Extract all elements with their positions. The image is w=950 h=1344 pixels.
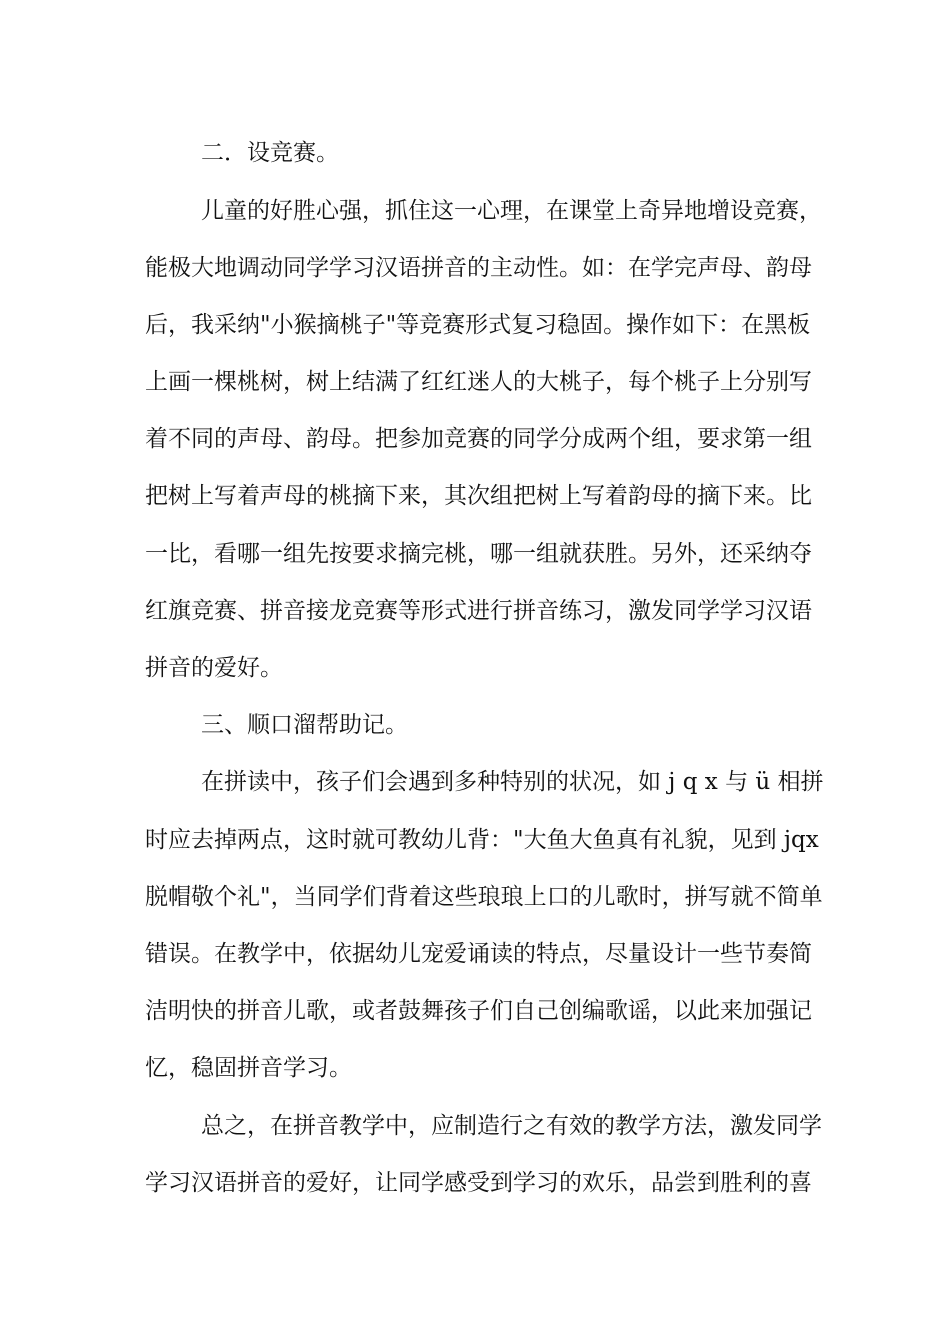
paragraph-line: 拼音的爱好。 — [145, 655, 283, 681]
section-heading-rhymes: 三、顺口溜帮助记。 — [201, 712, 408, 738]
paragraph-line: 上画一棵桃树，树上结满了红红迷人的大桃子，每个桃子上分别写 — [145, 369, 812, 395]
paragraph-line: 洁明快的拼音儿歌，或者鼓舞孩子们自己创编歌谣，以此来加强记 — [145, 998, 812, 1024]
paragraph-line: 学习汉语拼音的爱好，让同学感受到学习的欢乐，品尝到胜利的喜 — [145, 1170, 812, 1196]
paragraph-line: 在拼读中，孩子们会遇到多种特别的状况，如 j q x 与 ü 相拼 — [201, 769, 824, 795]
paragraph-line: 能极大地调动同学学习汉语拼音的主动性。如：在学完声母、韵母 — [145, 255, 812, 281]
paragraph-line: 错误。在教学中，依据幼儿宠爱诵读的特点，尽量设计一些节奏简 — [145, 941, 812, 967]
paragraph-line: 后，我采纳"小猴摘桃子"等竞赛形式复习稳固。操作如下：在黑板 — [145, 312, 811, 338]
paragraph-line: 忆，稳固拼音学习。 — [145, 1055, 352, 1081]
paragraph-line: 儿童的好胜心强，抓住这一心理，在课堂上奇异地增设竞赛， — [201, 198, 822, 224]
paragraph-line: 总之，在拼音教学中，应制造行之有效的教学方法，激发同学 — [201, 1113, 822, 1139]
paragraph-line: 红旗竞赛、拼音接龙竞赛等形式进行拼音练习，激发同学学习汉语 — [145, 598, 812, 624]
section-heading-competition: 二．设竞赛。 — [201, 140, 339, 166]
paragraph-line: 着不同的声母、韵母。把参加竞赛的同学分成两个组，要求第一组 — [145, 426, 812, 452]
paragraph-line: 脱帽敬个礼"，当同学们背着这些琅琅上口的儿歌时，拼写就不简单 — [145, 884, 823, 910]
paragraph-line: 把树上写着声母的桃摘下来，其次组把树上写着韵母的摘下来。比 — [145, 483, 812, 509]
paragraph-line: 时应去掉两点，这时就可教幼儿背："大鱼大鱼真有礼貌，见到 jqx — [145, 827, 819, 853]
paragraph-line: 一比，看哪一组先按要求摘完桃，哪一组就获胜。另外，还采纳夺 — [145, 541, 812, 567]
